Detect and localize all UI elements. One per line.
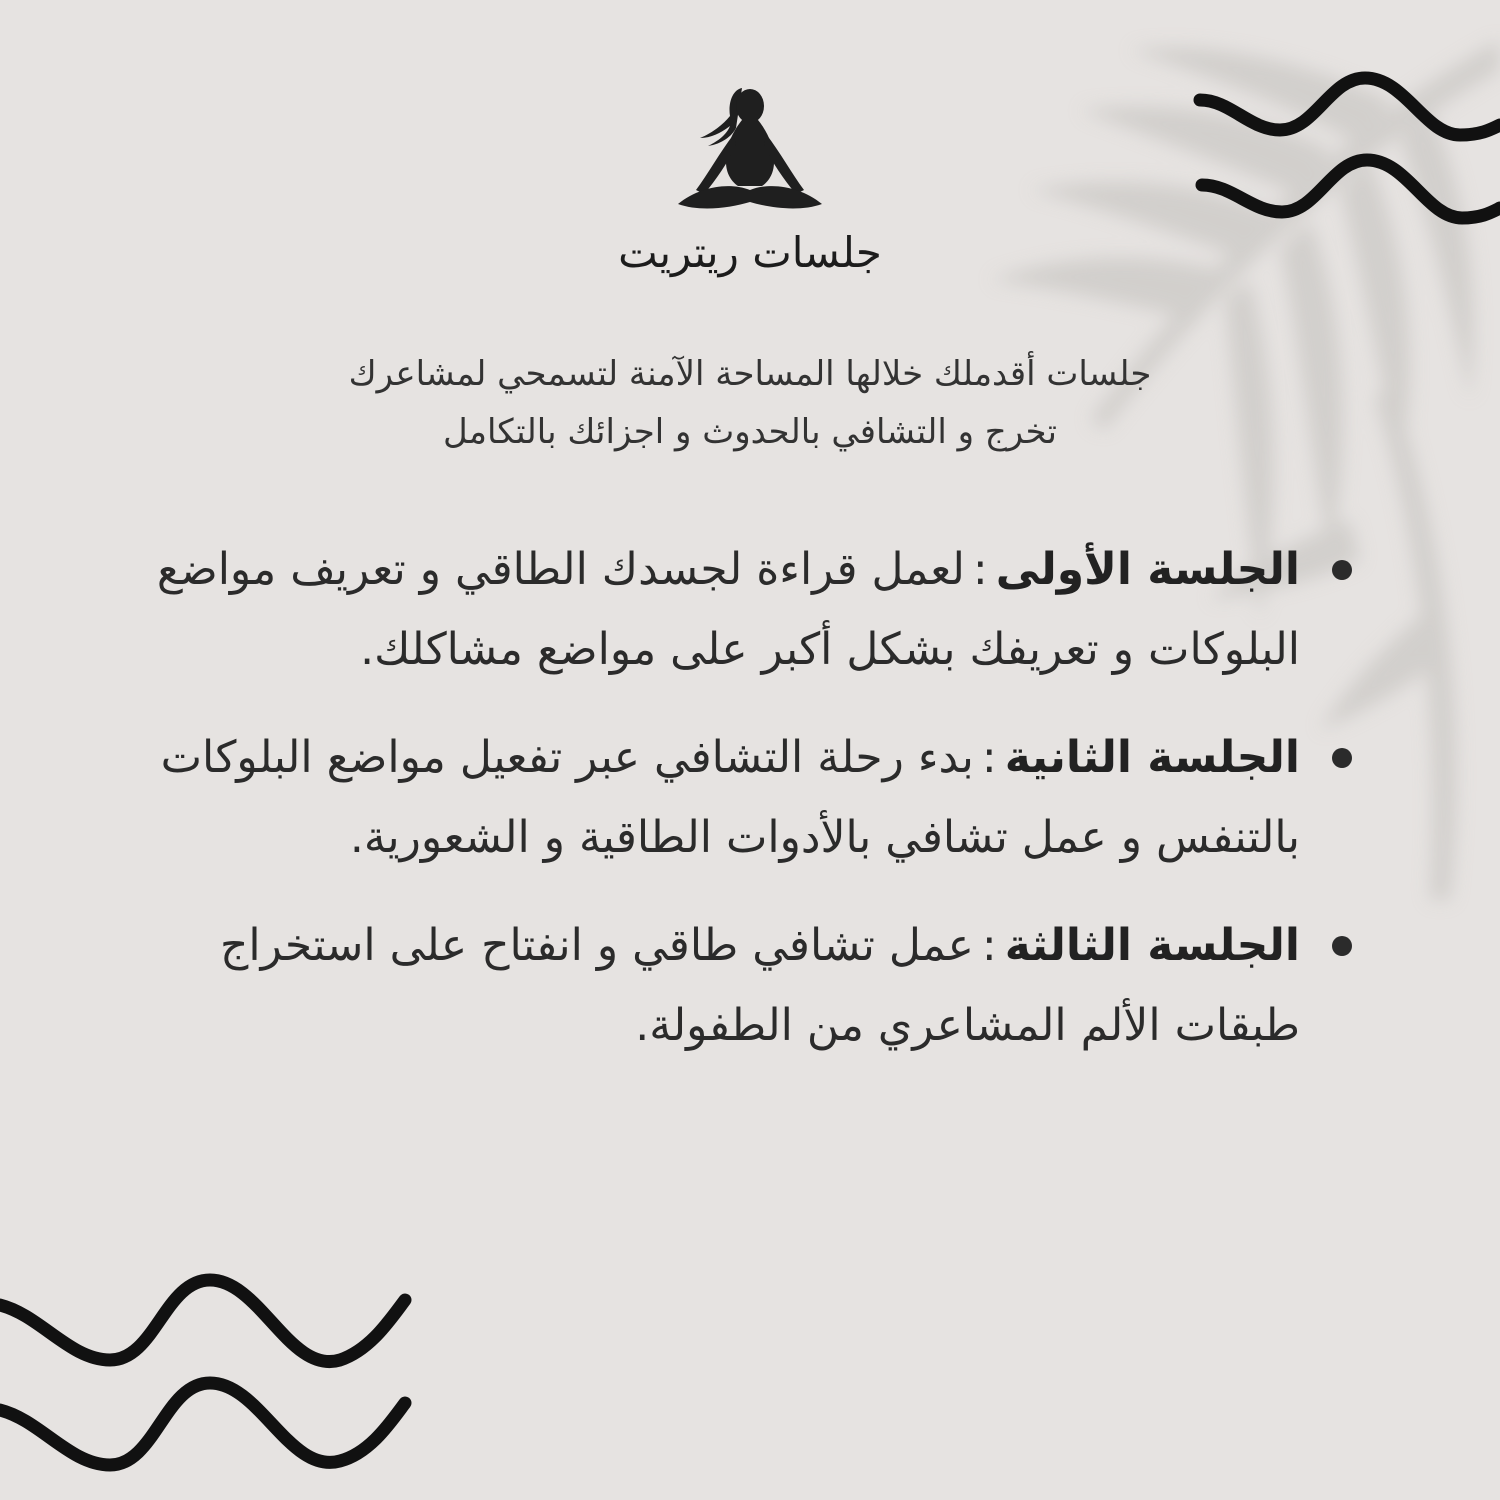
session-separator: : bbox=[972, 544, 988, 595]
bullet-icon bbox=[1332, 748, 1352, 768]
bullet-icon bbox=[1332, 560, 1352, 580]
sessions-list bbox=[130, 530, 1370, 1094]
session-separator: : bbox=[981, 920, 997, 971]
session-item-1 bbox=[130, 530, 1370, 690]
session-title: الجلسة الأولى bbox=[995, 544, 1300, 595]
session-item-2 bbox=[130, 718, 1370, 878]
meditating-woman-icon bbox=[670, 82, 830, 217]
session-description: عمل تشافي طاقي و انفتاح على استخراج طبقات الألم المشاعري من الطفولة. bbox=[219, 920, 1300, 1051]
session-item-3 bbox=[130, 906, 1370, 1066]
brand-name: جلسات ريتريت bbox=[618, 228, 882, 277]
bullet-icon bbox=[1332, 936, 1352, 956]
intro-line-2: تخرج و التشافي بالحدوث و اجزائك بالتكامل bbox=[443, 412, 1057, 452]
session-title: الجلسة الثانية bbox=[1004, 732, 1300, 783]
intro-text bbox=[150, 345, 1350, 461]
session-description: بدء رحلة التشافي عبر تفعيل مواضع البلوكات بالتنفس و عمل تشافي بالأدوات الطاقية و الشعورية. bbox=[160, 732, 1300, 863]
session-title: الجلسة الثالثة bbox=[1004, 920, 1300, 971]
wave-lines-icon bbox=[0, 1265, 420, 1475]
intro-line-1: جلسات أقدملك خلالها المساحة الآمنة لتسمحي لمشاعرك bbox=[348, 354, 1152, 394]
session-separator: : bbox=[981, 732, 997, 783]
wave-lines-icon bbox=[1190, 60, 1500, 240]
session-description: لعمل قراءة لجسدك الطاقي و تعريف مواضع البلوكات و تعريفك بشكل أكبر على مواضع مشاكلك. bbox=[156, 544, 1300, 675]
